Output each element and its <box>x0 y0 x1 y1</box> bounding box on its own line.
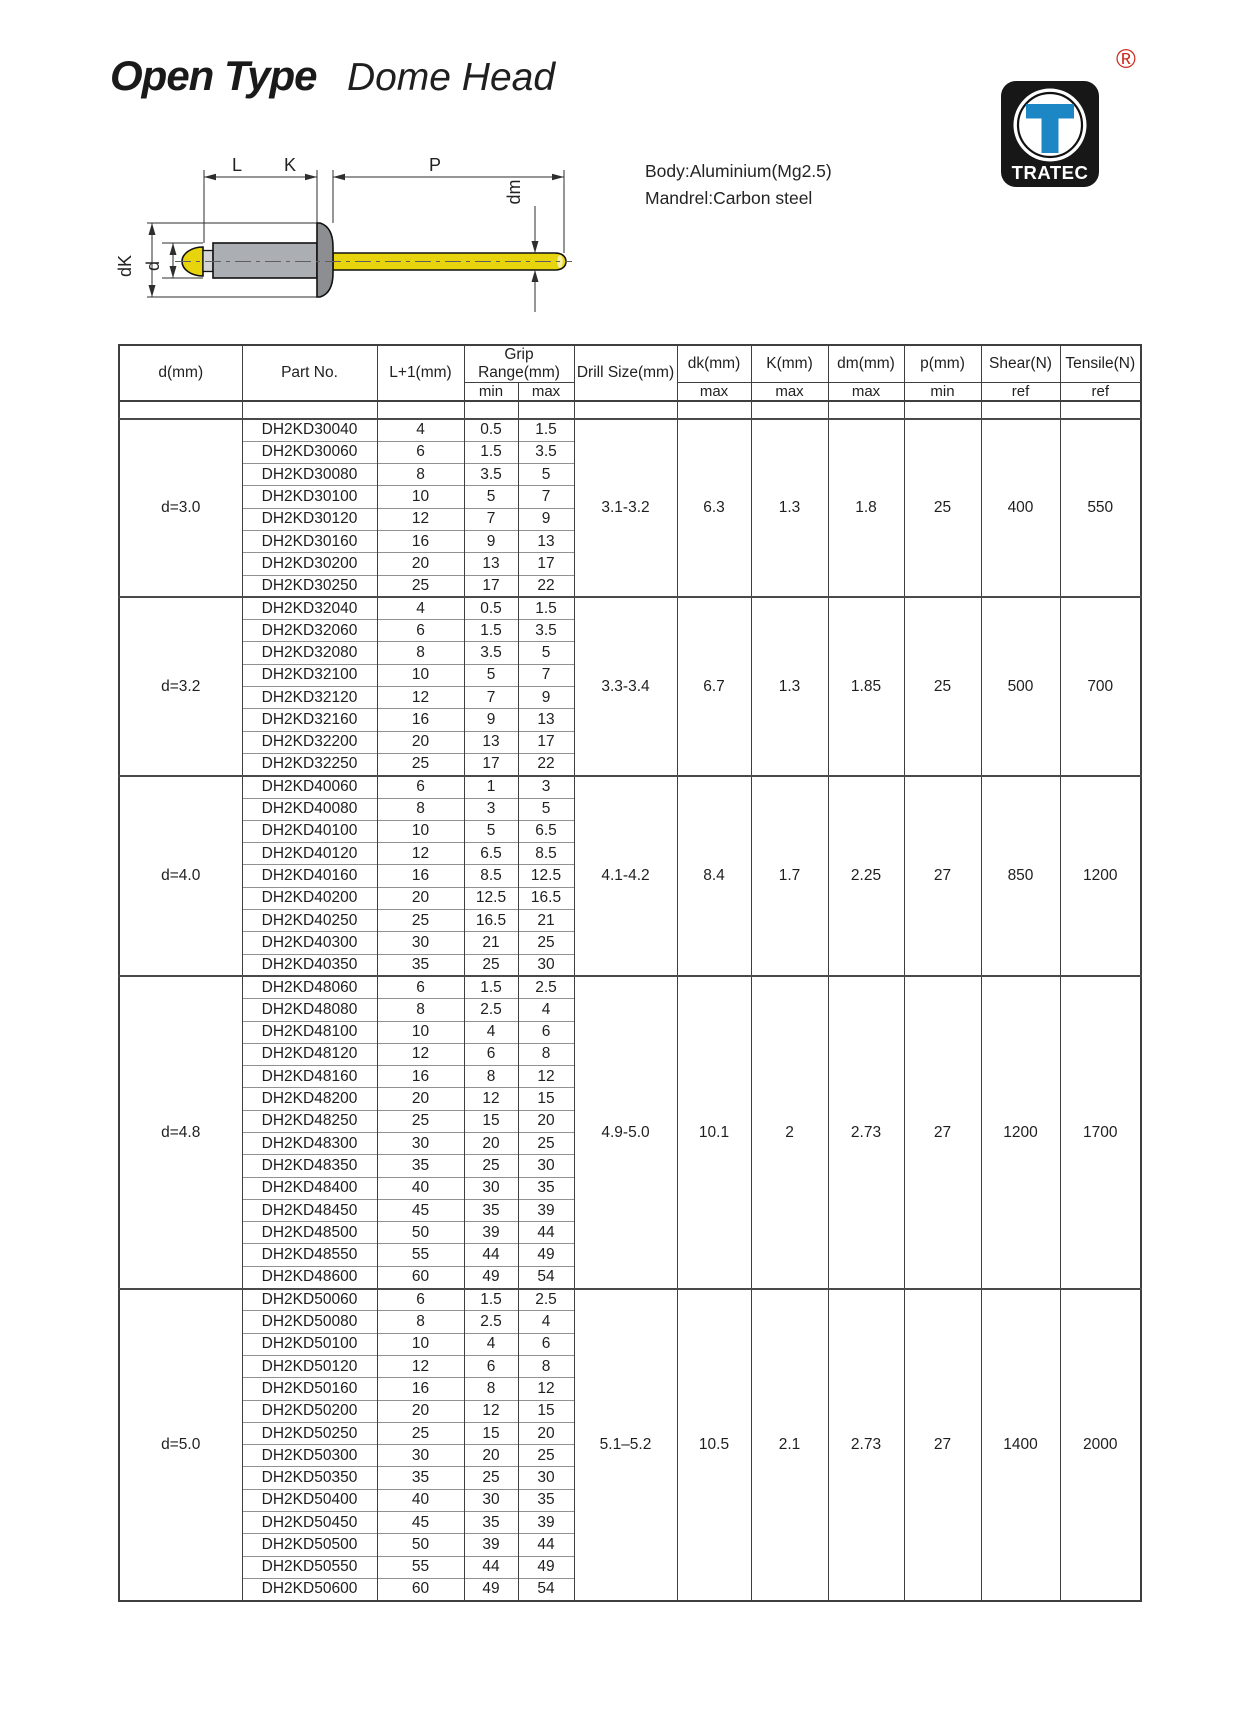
length-cell: 30 <box>377 1445 464 1467</box>
length-cell: 20 <box>377 1088 464 1110</box>
dimension-label-l: L <box>231 155 243 175</box>
grip-max-cell: 2.5 <box>518 976 574 998</box>
header-shear: Shear(N) <box>981 345 1060 383</box>
grip-min-cell: 6 <box>464 1043 518 1065</box>
grip-max-cell: 3 <box>518 776 574 798</box>
subheader-shear-ref: ref <box>981 383 1060 402</box>
grip-max-cell: 8.5 <box>518 843 574 865</box>
dimension-label-dk: dK <box>115 254 135 278</box>
grip-max-cell: 20 <box>518 1422 574 1444</box>
part-no-cell: DH2KD32100 <box>242 664 377 686</box>
length-cell: 20 <box>377 1400 464 1422</box>
table-row <box>119 419 1141 441</box>
spacer-row <box>119 401 1141 419</box>
part-no-cell: DH2KD30040 <box>242 419 377 441</box>
group-label: d=4.8 <box>119 976 242 1288</box>
part-no-cell: DH2KD50550 <box>242 1556 377 1578</box>
dimension-label-dm: dm <box>504 179 524 205</box>
length-cell: 12 <box>377 508 464 530</box>
table-row <box>119 597 1141 619</box>
grip-max-cell: 3.5 <box>518 441 574 463</box>
part-no-cell: DH2KD32160 <box>242 709 377 731</box>
grip-max-cell: 21 <box>518 910 574 932</box>
length-cell: 8 <box>377 464 464 486</box>
grip-min-cell: 25 <box>464 954 518 976</box>
length-cell: 25 <box>377 1422 464 1444</box>
grip-min-cell: 16.5 <box>464 910 518 932</box>
grip-min-cell: 21 <box>464 932 518 954</box>
length-cell: 6 <box>377 620 464 642</box>
header-p: p(mm) <box>904 345 981 383</box>
grip-max-cell: 22 <box>518 753 574 775</box>
grip-min-cell: 3.5 <box>464 642 518 664</box>
grip-max-cell: 5 <box>518 798 574 820</box>
grip-min-cell: 25 <box>464 1467 518 1489</box>
grip-min-cell: 7 <box>464 508 518 530</box>
k-cell: 1.7 <box>751 776 828 977</box>
grip-min-cell: 5 <box>464 486 518 508</box>
shear-cell: 850 <box>981 776 1060 977</box>
length-cell: 10 <box>377 820 464 842</box>
dimension-label-d: d <box>143 260 163 272</box>
part-no-cell: DH2KD50450 <box>242 1512 377 1534</box>
k-cell: 2.1 <box>751 1289 828 1601</box>
length-cell: 30 <box>377 932 464 954</box>
part-no-cell: DH2KD32080 <box>242 642 377 664</box>
grip-min-cell: 17 <box>464 575 518 597</box>
part-no-cell: DH2KD32200 <box>242 731 377 753</box>
grip-max-cell: 30 <box>518 1467 574 1489</box>
grip-max-cell: 15 <box>518 1088 574 1110</box>
grip-max-cell: 25 <box>518 1445 574 1467</box>
grip-min-cell: 12 <box>464 1088 518 1110</box>
group-label: d=4.0 <box>119 776 242 977</box>
k-cell: 1.3 <box>751 597 828 775</box>
dimension-arrowheads <box>149 174 565 297</box>
length-cell: 4 <box>377 419 464 441</box>
grip-max-cell: 4 <box>518 1311 574 1333</box>
grip-max-cell: 8 <box>518 1355 574 1377</box>
table-row <box>119 1289 1141 1311</box>
grip-max-cell: 13 <box>518 530 574 552</box>
grip-min-cell: 2.5 <box>464 999 518 1021</box>
subheader-grip-max: max <box>518 383 574 402</box>
grip-max-cell: 30 <box>518 954 574 976</box>
grip-min-cell: 0.5 <box>464 597 518 619</box>
part-no-cell: DH2KD50500 <box>242 1534 377 1556</box>
shear-cell: 500 <box>981 597 1060 775</box>
grip-min-cell: 35 <box>464 1512 518 1534</box>
part-no-cell: DH2KD40200 <box>242 887 377 909</box>
subheader-k-max: max <box>751 383 828 402</box>
p-cell: 25 <box>904 419 981 597</box>
grip-max-cell: 20 <box>518 1110 574 1132</box>
length-cell: 12 <box>377 1355 464 1377</box>
grip-min-cell: 3.5 <box>464 464 518 486</box>
length-cell: 6 <box>377 441 464 463</box>
part-no-cell: DH2KD40300 <box>242 932 377 954</box>
header-dm: dm(mm) <box>828 345 904 383</box>
grip-min-cell: 12.5 <box>464 887 518 909</box>
grip-min-cell: 6 <box>464 1355 518 1377</box>
length-cell: 25 <box>377 910 464 932</box>
p-cell: 27 <box>904 1289 981 1601</box>
header-l-plus-1: L+1(mm) <box>377 345 464 401</box>
length-cell: 40 <box>377 1177 464 1199</box>
grip-min-cell: 1.5 <box>464 1289 518 1311</box>
grip-max-cell: 54 <box>518 1266 574 1288</box>
length-cell: 25 <box>377 753 464 775</box>
part-no-cell: DH2KD48300 <box>242 1133 377 1155</box>
part-no-cell: DH2KD48350 <box>242 1155 377 1177</box>
drill-size-cell: 4.9-5.0 <box>574 976 677 1288</box>
p-cell: 27 <box>904 976 981 1288</box>
tensile-cell: 1200 <box>1060 776 1141 977</box>
part-no-cell: DH2KD40120 <box>242 843 377 865</box>
length-cell: 8 <box>377 1311 464 1333</box>
grip-min-cell: 12 <box>464 1400 518 1422</box>
part-no-cell: DH2KD30250 <box>242 575 377 597</box>
grip-max-cell: 6.5 <box>518 820 574 842</box>
length-cell: 4 <box>377 597 464 619</box>
length-cell: 10 <box>377 486 464 508</box>
part-no-cell: DH2KD50060 <box>242 1289 377 1311</box>
dk-cell: 6.3 <box>677 419 751 597</box>
rivet-body-shape <box>213 243 317 278</box>
grip-min-cell: 17 <box>464 753 518 775</box>
part-no-cell: DH2KD32040 <box>242 597 377 619</box>
grip-min-cell: 5 <box>464 664 518 686</box>
length-cell: 50 <box>377 1534 464 1556</box>
grip-max-cell: 4 <box>518 999 574 1021</box>
part-no-cell: DH2KD30100 <box>242 486 377 508</box>
material-specs <box>645 158 832 212</box>
grip-min-cell: 49 <box>464 1266 518 1288</box>
grip-max-cell: 39 <box>518 1512 574 1534</box>
spec-table <box>118 344 1142 1602</box>
length-cell: 60 <box>377 1266 464 1288</box>
grip-min-cell: 25 <box>464 1155 518 1177</box>
grip-max-cell: 39 <box>518 1199 574 1221</box>
length-cell: 55 <box>377 1244 464 1266</box>
length-cell: 6 <box>377 1289 464 1311</box>
length-cell: 20 <box>377 553 464 575</box>
length-cell: 12 <box>377 687 464 709</box>
part-no-cell: DH2KD48200 <box>242 1088 377 1110</box>
header-drill-size: Drill Size(mm) <box>574 345 677 401</box>
group-label: d=3.0 <box>119 419 242 597</box>
length-cell: 8 <box>377 798 464 820</box>
length-cell: 35 <box>377 1155 464 1177</box>
length-cell: 8 <box>377 999 464 1021</box>
grip-min-cell: 9 <box>464 709 518 731</box>
length-cell: 10 <box>377 1021 464 1043</box>
page-title <box>110 52 555 100</box>
grip-min-cell: 8 <box>464 1066 518 1088</box>
part-no-cell: DH2KD32250 <box>242 753 377 775</box>
length-cell: 30 <box>377 1133 464 1155</box>
dm-cell: 1.85 <box>828 597 904 775</box>
part-no-cell: DH2KD30160 <box>242 530 377 552</box>
table-row <box>119 976 1141 998</box>
part-no-cell: DH2KD48250 <box>242 1110 377 1132</box>
dimension-label-p: P <box>428 155 442 175</box>
dk-cell: 10.5 <box>677 1289 751 1601</box>
group-label: d=5.0 <box>119 1289 242 1601</box>
length-cell: 6 <box>377 976 464 998</box>
grip-min-cell: 15 <box>464 1110 518 1132</box>
tensile-cell: 1700 <box>1060 976 1141 1288</box>
grip-max-cell: 12.5 <box>518 865 574 887</box>
grip-min-cell: 13 <box>464 731 518 753</box>
tensile-cell: 550 <box>1060 419 1141 597</box>
dk-cell: 8.4 <box>677 776 751 977</box>
grip-max-cell: 49 <box>518 1556 574 1578</box>
dm-cell: 2.73 <box>828 1289 904 1601</box>
length-cell: 16 <box>377 1378 464 1400</box>
grip-min-cell: 4 <box>464 1021 518 1043</box>
subheader-tensile-ref: ref <box>1060 383 1141 402</box>
grip-max-cell: 25 <box>518 932 574 954</box>
length-cell: 45 <box>377 1512 464 1534</box>
body-material-text: Body:Aluminium(Mg2.5) <box>645 161 832 181</box>
grip-max-cell: 35 <box>518 1177 574 1199</box>
grip-min-cell: 35 <box>464 1199 518 1221</box>
shear-cell: 400 <box>981 419 1060 597</box>
part-no-cell: DH2KD40100 <box>242 820 377 842</box>
part-no-cell: DH2KD48450 <box>242 1199 377 1221</box>
grip-max-cell: 44 <box>518 1222 574 1244</box>
part-no-cell: DH2KD50120 <box>242 1355 377 1377</box>
mandrel-material-text: Mandrel:Carbon steel <box>645 188 813 208</box>
grip-max-cell: 12 <box>518 1378 574 1400</box>
dimension-lines <box>147 170 564 312</box>
grip-min-cell: 30 <box>464 1489 518 1511</box>
grip-max-cell: 15 <box>518 1400 574 1422</box>
grip-min-cell: 4 <box>464 1333 518 1355</box>
grip-min-cell: 44 <box>464 1556 518 1578</box>
dimension-label-k: K <box>283 155 297 175</box>
dk-cell: 10.1 <box>677 976 751 1288</box>
dm-cell: 2.73 <box>828 976 904 1288</box>
drill-size-cell: 3.3-3.4 <box>574 597 677 775</box>
table-header-row <box>119 345 1141 383</box>
grip-max-cell: 5 <box>518 464 574 486</box>
grip-min-cell: 5 <box>464 820 518 842</box>
grip-min-cell: 13 <box>464 553 518 575</box>
part-no-cell: DH2KD48060 <box>242 976 377 998</box>
grip-min-cell: 49 <box>464 1578 518 1600</box>
length-cell: 12 <box>377 843 464 865</box>
tensile-cell: 2000 <box>1060 1289 1141 1601</box>
k-cell: 1.3 <box>751 419 828 597</box>
part-no-cell: DH2KD50600 <box>242 1578 377 1600</box>
grip-max-cell: 2.5 <box>518 1289 574 1311</box>
grip-min-cell: 0.5 <box>464 419 518 441</box>
part-no-cell: DH2KD50160 <box>242 1378 377 1400</box>
grip-min-cell: 20 <box>464 1133 518 1155</box>
shear-cell: 1200 <box>981 976 1060 1288</box>
grip-max-cell: 7 <box>518 486 574 508</box>
grip-max-cell: 17 <box>518 553 574 575</box>
subheader-dm-max: max <box>828 383 904 402</box>
grip-max-cell: 8 <box>518 1043 574 1065</box>
drill-size-cell: 5.1–5.2 <box>574 1289 677 1601</box>
grip-min-cell: 1.5 <box>464 441 518 463</box>
grip-max-cell: 30 <box>518 1155 574 1177</box>
tensile-cell: 700 <box>1060 597 1141 775</box>
part-no-cell: DH2KD50100 <box>242 1333 377 1355</box>
length-cell: 16 <box>377 1066 464 1088</box>
grip-min-cell: 7 <box>464 687 518 709</box>
part-no-cell: DH2KD32060 <box>242 620 377 642</box>
length-cell: 20 <box>377 731 464 753</box>
header-tensile: Tensile(N) <box>1060 345 1141 383</box>
grip-max-cell: 54 <box>518 1578 574 1600</box>
part-no-cell: DH2KD48500 <box>242 1222 377 1244</box>
grip-min-cell: 1.5 <box>464 620 518 642</box>
header-part-no: Part No. <box>242 345 377 401</box>
grip-min-cell: 6.5 <box>464 843 518 865</box>
header-k: K(mm) <box>751 345 828 383</box>
grip-min-cell: 2.5 <box>464 1311 518 1333</box>
grip-min-cell: 1 <box>464 776 518 798</box>
k-cell: 2 <box>751 976 828 1288</box>
dm-cell: 1.8 <box>828 419 904 597</box>
length-cell: 6 <box>377 776 464 798</box>
subheader-grip-min: min <box>464 383 518 402</box>
length-cell: 25 <box>377 1110 464 1132</box>
grip-max-cell: 9 <box>518 687 574 709</box>
grip-max-cell: 6 <box>518 1333 574 1355</box>
part-no-cell: DH2KD30120 <box>242 508 377 530</box>
grip-min-cell: 39 <box>464 1222 518 1244</box>
part-no-cell: DH2KD48100 <box>242 1021 377 1043</box>
length-cell: 16 <box>377 709 464 731</box>
part-no-cell: DH2KD48550 <box>242 1244 377 1266</box>
grip-max-cell: 25 <box>518 1133 574 1155</box>
grip-max-cell: 35 <box>518 1489 574 1511</box>
length-cell: 25 <box>377 575 464 597</box>
length-cell: 45 <box>377 1199 464 1221</box>
grip-max-cell: 49 <box>518 1244 574 1266</box>
p-cell: 27 <box>904 776 981 977</box>
length-cell: 8 <box>377 642 464 664</box>
part-no-cell: DH2KD40250 <box>242 910 377 932</box>
part-no-cell: DH2KD48600 <box>242 1266 377 1288</box>
grip-max-cell: 12 <box>518 1066 574 1088</box>
grip-max-cell: 7 <box>518 664 574 686</box>
length-cell: 50 <box>377 1222 464 1244</box>
grip-max-cell: 17 <box>518 731 574 753</box>
dm-cell: 2.25 <box>828 776 904 977</box>
length-cell: 55 <box>377 1556 464 1578</box>
length-cell: 35 <box>377 1467 464 1489</box>
part-no-cell: DH2KD50200 <box>242 1400 377 1422</box>
table-row <box>119 776 1141 798</box>
grip-min-cell: 9 <box>464 530 518 552</box>
part-no-cell: DH2KD48160 <box>242 1066 377 1088</box>
part-no-cell: DH2KD40350 <box>242 954 377 976</box>
title-dome-head: Dome Head <box>346 56 556 99</box>
part-no-cell: DH2KD48080 <box>242 999 377 1021</box>
subheader-p-min: min <box>904 383 981 402</box>
length-cell: 10 <box>377 1333 464 1355</box>
grip-min-cell: 1.5 <box>464 976 518 998</box>
grip-min-cell: 39 <box>464 1534 518 1556</box>
grip-min-cell: 44 <box>464 1244 518 1266</box>
grip-min-cell: 3 <box>464 798 518 820</box>
part-no-cell: DH2KD50080 <box>242 1311 377 1333</box>
p-cell: 25 <box>904 597 981 775</box>
header-d: d(mm) <box>119 345 242 401</box>
registered-trademark-icon: ® <box>1116 44 1136 74</box>
grip-max-cell: 1.5 <box>518 597 574 619</box>
length-cell: 40 <box>377 1489 464 1511</box>
grip-max-cell: 6 <box>518 1021 574 1043</box>
grip-max-cell: 13 <box>518 709 574 731</box>
grip-max-cell: 5 <box>518 642 574 664</box>
drill-size-cell: 4.1-4.2 <box>574 776 677 977</box>
grip-max-cell: 16.5 <box>518 887 574 909</box>
length-cell: 20 <box>377 887 464 909</box>
grip-min-cell: 8 <box>464 1378 518 1400</box>
brand-name: TRATEC <box>1011 162 1089 183</box>
part-no-cell: DH2KD40080 <box>242 798 377 820</box>
part-no-cell: DH2KD48120 <box>242 1043 377 1065</box>
part-no-cell: DH2KD50350 <box>242 1467 377 1489</box>
part-no-cell: DH2KD40160 <box>242 865 377 887</box>
drill-size-cell: 3.1-3.2 <box>574 419 677 597</box>
grip-max-cell: 22 <box>518 575 574 597</box>
grip-min-cell: 8.5 <box>464 865 518 887</box>
part-no-cell: DH2KD40060 <box>242 776 377 798</box>
part-no-cell: DH2KD30080 <box>242 464 377 486</box>
grip-min-cell: 15 <box>464 1422 518 1444</box>
length-cell: 12 <box>377 1043 464 1065</box>
header-dk: dk(mm) <box>677 345 751 383</box>
length-cell: 16 <box>377 530 464 552</box>
part-no-cell: DH2KD30200 <box>242 553 377 575</box>
rivet-diagram <box>100 140 630 315</box>
shear-cell: 1400 <box>981 1289 1060 1601</box>
length-cell: 35 <box>377 954 464 976</box>
part-no-cell: DH2KD48400 <box>242 1177 377 1199</box>
grip-min-cell: 20 <box>464 1445 518 1467</box>
grip-max-cell: 9 <box>518 508 574 530</box>
dome-head-flange <box>317 223 333 297</box>
dk-cell: 6.7 <box>677 597 751 775</box>
grip-max-cell: 3.5 <box>518 620 574 642</box>
part-no-cell: DH2KD50250 <box>242 1422 377 1444</box>
title-open-type: Open Type <box>110 52 317 99</box>
group-label: d=3.2 <box>119 597 242 775</box>
brand-logo <box>1000 80 1100 188</box>
part-no-cell: DH2KD50300 <box>242 1445 377 1467</box>
grip-min-cell: 30 <box>464 1177 518 1199</box>
part-no-cell: DH2KD32120 <box>242 687 377 709</box>
length-cell: 60 <box>377 1578 464 1600</box>
length-cell: 16 <box>377 865 464 887</box>
grip-max-cell: 44 <box>518 1534 574 1556</box>
length-cell: 10 <box>377 664 464 686</box>
subheader-dk-max: max <box>677 383 751 402</box>
part-no-cell: DH2KD50400 <box>242 1489 377 1511</box>
header-grip-range: Grip Range(mm) <box>464 345 574 383</box>
grip-max-cell: 1.5 <box>518 419 574 441</box>
part-no-cell: DH2KD30060 <box>242 441 377 463</box>
